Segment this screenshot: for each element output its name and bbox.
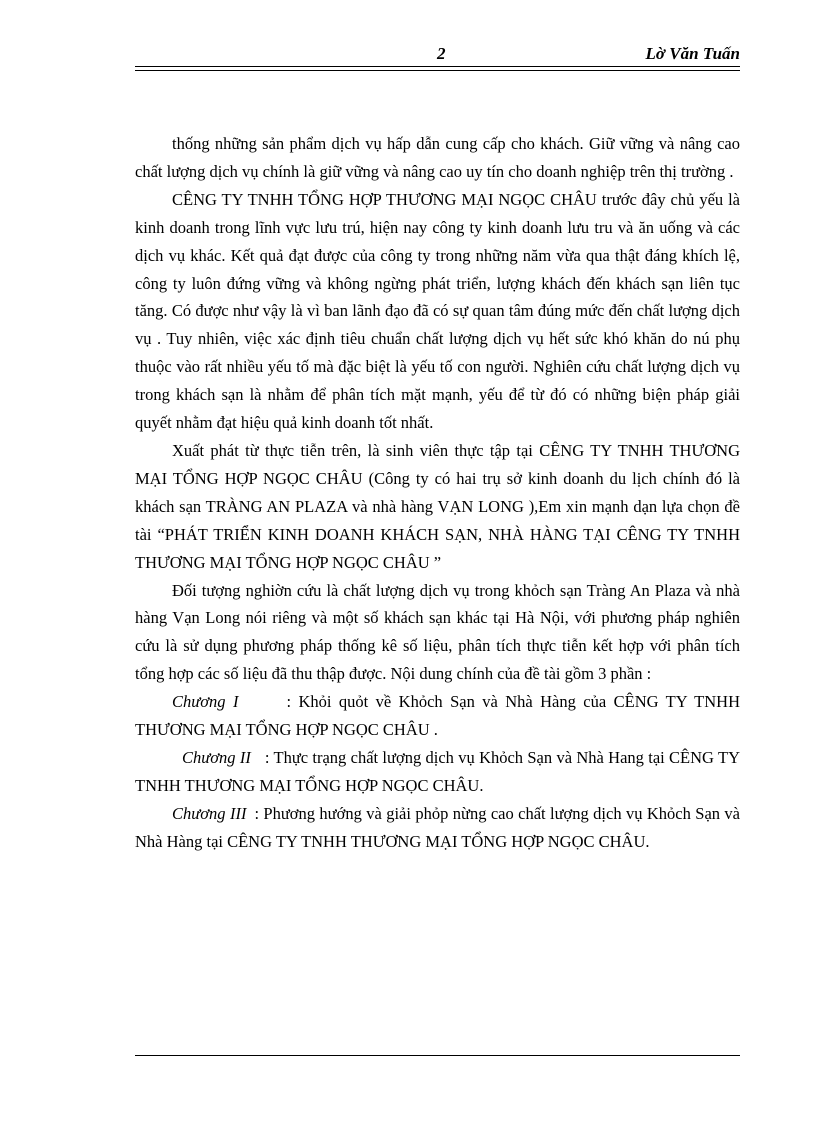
chapter-3-label: Chương III [172, 803, 247, 823]
chapter-2-label: Chương II [182, 747, 251, 767]
header-double-rule [135, 66, 740, 71]
footer-rule [135, 1055, 740, 1056]
page-header [135, 44, 740, 68]
author-name: Lờ Văn Tuấn [645, 44, 740, 63]
chapter-1-text: : Khỏi quỏt về Khỏch Sạn và Nhà Hàng của CÊNG TY TNHH THƯƠNG MẠI TỔNG HỢP NGỌC CHÂU . [135, 692, 740, 740]
chapter-2-text: : Thực trạng chất lượng dịch vụ Khỏch Sạn và Nhà Hang tại CÊNG TY TNHH THƯƠNG MẠI TỔNG HỢP NGỌC CHÂU. [135, 747, 740, 795]
paragraph-3: Xuất phát từ thực tiễn trên, là sinh viên thực tập tại CÊNG TY TNHH THƯƠNG MẠI TỔNG HỢP NGỌC CHÂU (Công ty có hai trụ sở kinh doanh du lịch chính đó là khách sạn TRÀNG AN PLAZA và nhà hàng VẠN LONG ),Em xin mạnh dạn lựa chọn đề tài “PHÁT TRIỂN KINH DOANH KHÁCH SẠN, NHÀ HÀNG TẠI CÊNG TY TNHH THƯƠNG MẠI TỔNG HỢP NGỌC CHÂU ” [135, 440, 740, 572]
paragraph-1: thống những sản phẩm dịch vụ hấp dẫn cung cấp cho khách. Giữ vững và nâng cao chất lượng dịch vụ chính là giữ vững và nâng cao uy tín cho doanh nghiệp trên thị trường . [135, 134, 740, 181]
paragraph-2: CÊNG TY TNHH TỔNG HỢP THƯƠNG MẠI NGỌC CHÂU trước đây chủ yếu là kinh doanh trong lĩnh vực lưu trú, hiện nay công ty kinh doanh lưu tru và ăn uống và các dịch vụ khác. Kết quả đạt được của công ty trong những năm vừa qua thật đáng khích lệ, công ty luôn đứng vững và không ngừng phát triển, lượng khách đến khách sạn liên tục tăng. Có được như vậy là vì ban lãnh đạo đã có sự quan tâm đúng mức đến chất lượng dịch vụ . Tuy nhiên, việc xác định tiêu chuẩn chất lượng dịch vụ hết sức khó khăn do nú phụ thuộc vào rất nhiều yếu tố mà đặc biệt là yếu tố con người. Nghiên cứu chất lượng dịch vụ trong khách sạn là nhằm để phân tích mặt mạnh, yếu để từ đó có những biện pháp giải quyết nhằm đạt hiệu quả kinh doanh tốt nhất. [135, 189, 740, 433]
chapter-3-item [135, 800, 740, 856]
chapter-2-item [135, 744, 740, 800]
paragraph-4: Đối tượng nghiờn cứu là chất lượng dịch vụ trong khỏch sạn Tràng An Plaza và nhà hàng Vạn Long nói riêng và một số khách sạn khác tại Hà Nội, với phương pháp nghiên cứu là sử dụng phương pháp thống kê số liệu, phân tích thực tiễn kết hợp với phân tích tổng hợp các số liệu đã thu thập được. Nội dung chính của đề tài gồm 3 phần : [135, 580, 740, 684]
chapter-3-text: : Phương hướng và giải phỏp nừng cao chất lượng dịch vụ Khỏch Sạn và Nhà Hàng tại CÊNG TY TNHH THƯƠNG MẠI TỔNG HỢP NGỌC CHÂU. [135, 803, 740, 851]
page-number: 2 [437, 44, 446, 63]
chapter-1-label: Chương I [172, 692, 239, 712]
document-body [135, 130, 740, 856]
chapter-1-item [135, 688, 740, 744]
